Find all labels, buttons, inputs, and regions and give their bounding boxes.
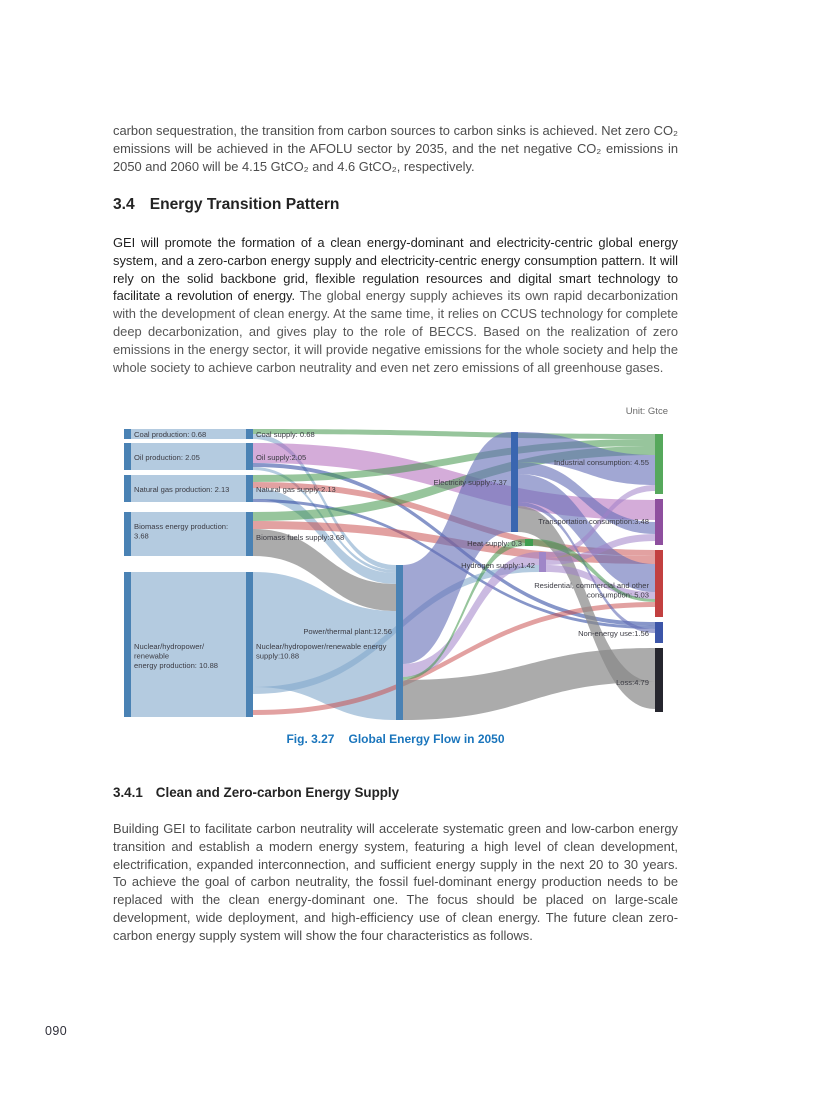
- sankey-label-loss: Loss:4.79: [616, 678, 649, 687]
- sankey-node-non: [655, 622, 663, 643]
- figure-caption-title: Global Energy Flow in 2050: [348, 732, 505, 746]
- sankey-node-hyd: [539, 552, 546, 572]
- sankey-node-oil_sup: [246, 443, 253, 470]
- sankey-node-gas_prod: [124, 475, 131, 502]
- sankey-label-heat: Heat supply: 0.3: [467, 539, 522, 548]
- figure-caption: [113, 732, 678, 746]
- sankey-label-nuc_sup: Nuclear/hydropower/renewable energy supply:10.88: [256, 642, 387, 661]
- unit-label: Unit: Gtce: [625, 406, 668, 417]
- page-number: 090: [45, 1024, 68, 1038]
- intro-paragraph: carbon sequestration, the transition from carbon sources to carbon sinks is achieved. Net zero CO₂ emissions will be achieved in the AFOLU sector by 2035, and the net negative CO₂ emissions in 2050 and 2060 will be 4.15 GtCO₂ and 4.6 GtCO₂, respectively.: [113, 123, 678, 174]
- section-3-4-1-number: 3.4.1: [113, 785, 143, 800]
- section-3-4-title: Energy Transition Pattern: [149, 196, 340, 213]
- section-3-4-paragraph: [113, 234, 678, 376]
- sankey-label-coal_prod: Coal production: 0.68: [134, 430, 207, 439]
- sankey-node-power: [396, 565, 403, 720]
- figure-caption-label: Fig. 3.27: [286, 732, 335, 746]
- sankey-node-coal_prod: [124, 429, 131, 439]
- figure-3-27: [113, 406, 678, 722]
- section-3-4-1-title: Clean and Zero-carbon Energy Supply: [155, 785, 400, 800]
- sankey-label-tra: Transportation consumption:3.48: [538, 517, 649, 526]
- sankey-node-bio_prod: [124, 512, 131, 556]
- sankey-label-coal_sup: Coal supply: 0.68: [256, 430, 315, 439]
- sankey-node-nuc_prod: [124, 572, 131, 717]
- section-3-4-number: 3.4: [113, 196, 135, 213]
- sankey-node-heat: [525, 539, 533, 546]
- sankey-label-ind: Industrial consumption: 4.55: [554, 458, 649, 467]
- sankey-label-oil_prod: Oil production: 2.05: [134, 453, 200, 462]
- sankey-label-oil_sup: Oil supply:2.05: [256, 453, 307, 462]
- sankey-label-gas_sup: Natural gas supply:2.13: [256, 485, 336, 494]
- sankey-node-tra: [655, 499, 663, 545]
- sankey-diagram: [124, 422, 668, 722]
- sankey-node-ind: [655, 434, 663, 494]
- section-3-4-heading: [113, 196, 339, 214]
- section-3-4-1-heading: [113, 785, 399, 800]
- sankey-label-hyd: Hydrogen supply:1.42: [461, 561, 535, 570]
- sankey-node-elec: [511, 432, 518, 532]
- sankey-label-non: Non-energy use:1.56: [578, 629, 649, 638]
- section-3-4-1-paragraph: Building GEI to facilitate carbon neutrality will accelerate systematic green and low-carbon energy transition and establish a modern energy system, featuring a high level of clean development, electrification, expanded interconnection, and sufficient energy supply in the next 20 to 30 years. To achieve the goal of carbon neutrality, the fossil fuel-dominant energy production needs to be replaced with the clean energy-dominant one. The focus should be placed on large-scale development, wide deployment, and high-efficiency use of clean energy. The future clean zero-carbon energy supply system will show the four characteristics as follows.: [113, 821, 678, 943]
- paragraph-emphasis: GEI will promote the formation of a clean energy-dominant and electricity-centric global energy system, and a zero-carbon energy supply and electricity-centric energy consumption pattern. It will rely on the solid backbone grid, flexible regulation resources and digital smart technology to facilitate a revolution of energy.: [113, 235, 678, 304]
- sankey-label-res: Residential, commercial and other consumption: 5.03: [534, 581, 649, 600]
- sankey-node-loss: [655, 648, 663, 712]
- sankey-label-bio_sup: Biomass fuels supply:3.68: [256, 533, 345, 542]
- sankey-label-gas_prod: Natural gas production: 2.13: [134, 485, 230, 494]
- paragraph-rest: The global energy supply achieves its own rapid decarbonization with the development of clean energy. At the same time, it relies on CCUS technology for complete deep decarbonization, and gives play to the role of BECCS. Based on the realization of zero emissions in the energy sector, it will provide negative emissions for the whole society and help the whole society to achieve carbon neutrality and even net zero emissions of all greenhouse gases.: [113, 288, 678, 375]
- sankey-node-coal_sup: [246, 429, 253, 439]
- sankey-label-power: Power/thermal plant:12.56: [303, 627, 392, 636]
- sankey-label-elec: Electricity supply:7.37: [433, 478, 507, 487]
- sankey-node-bio_sup: [246, 512, 253, 556]
- sankey-label-nuc_prod: Nuclear/hydropower/ renewable energy production: 10.88: [134, 642, 219, 670]
- sankey-node-res: [655, 550, 663, 617]
- sankey-label-bio_prod: Biomass energy production: 3.68: [134, 522, 229, 541]
- sankey-node-oil_prod: [124, 443, 131, 470]
- sankey-node-gas_sup: [246, 475, 253, 502]
- sankey-node-nuc_sup: [246, 572, 253, 717]
